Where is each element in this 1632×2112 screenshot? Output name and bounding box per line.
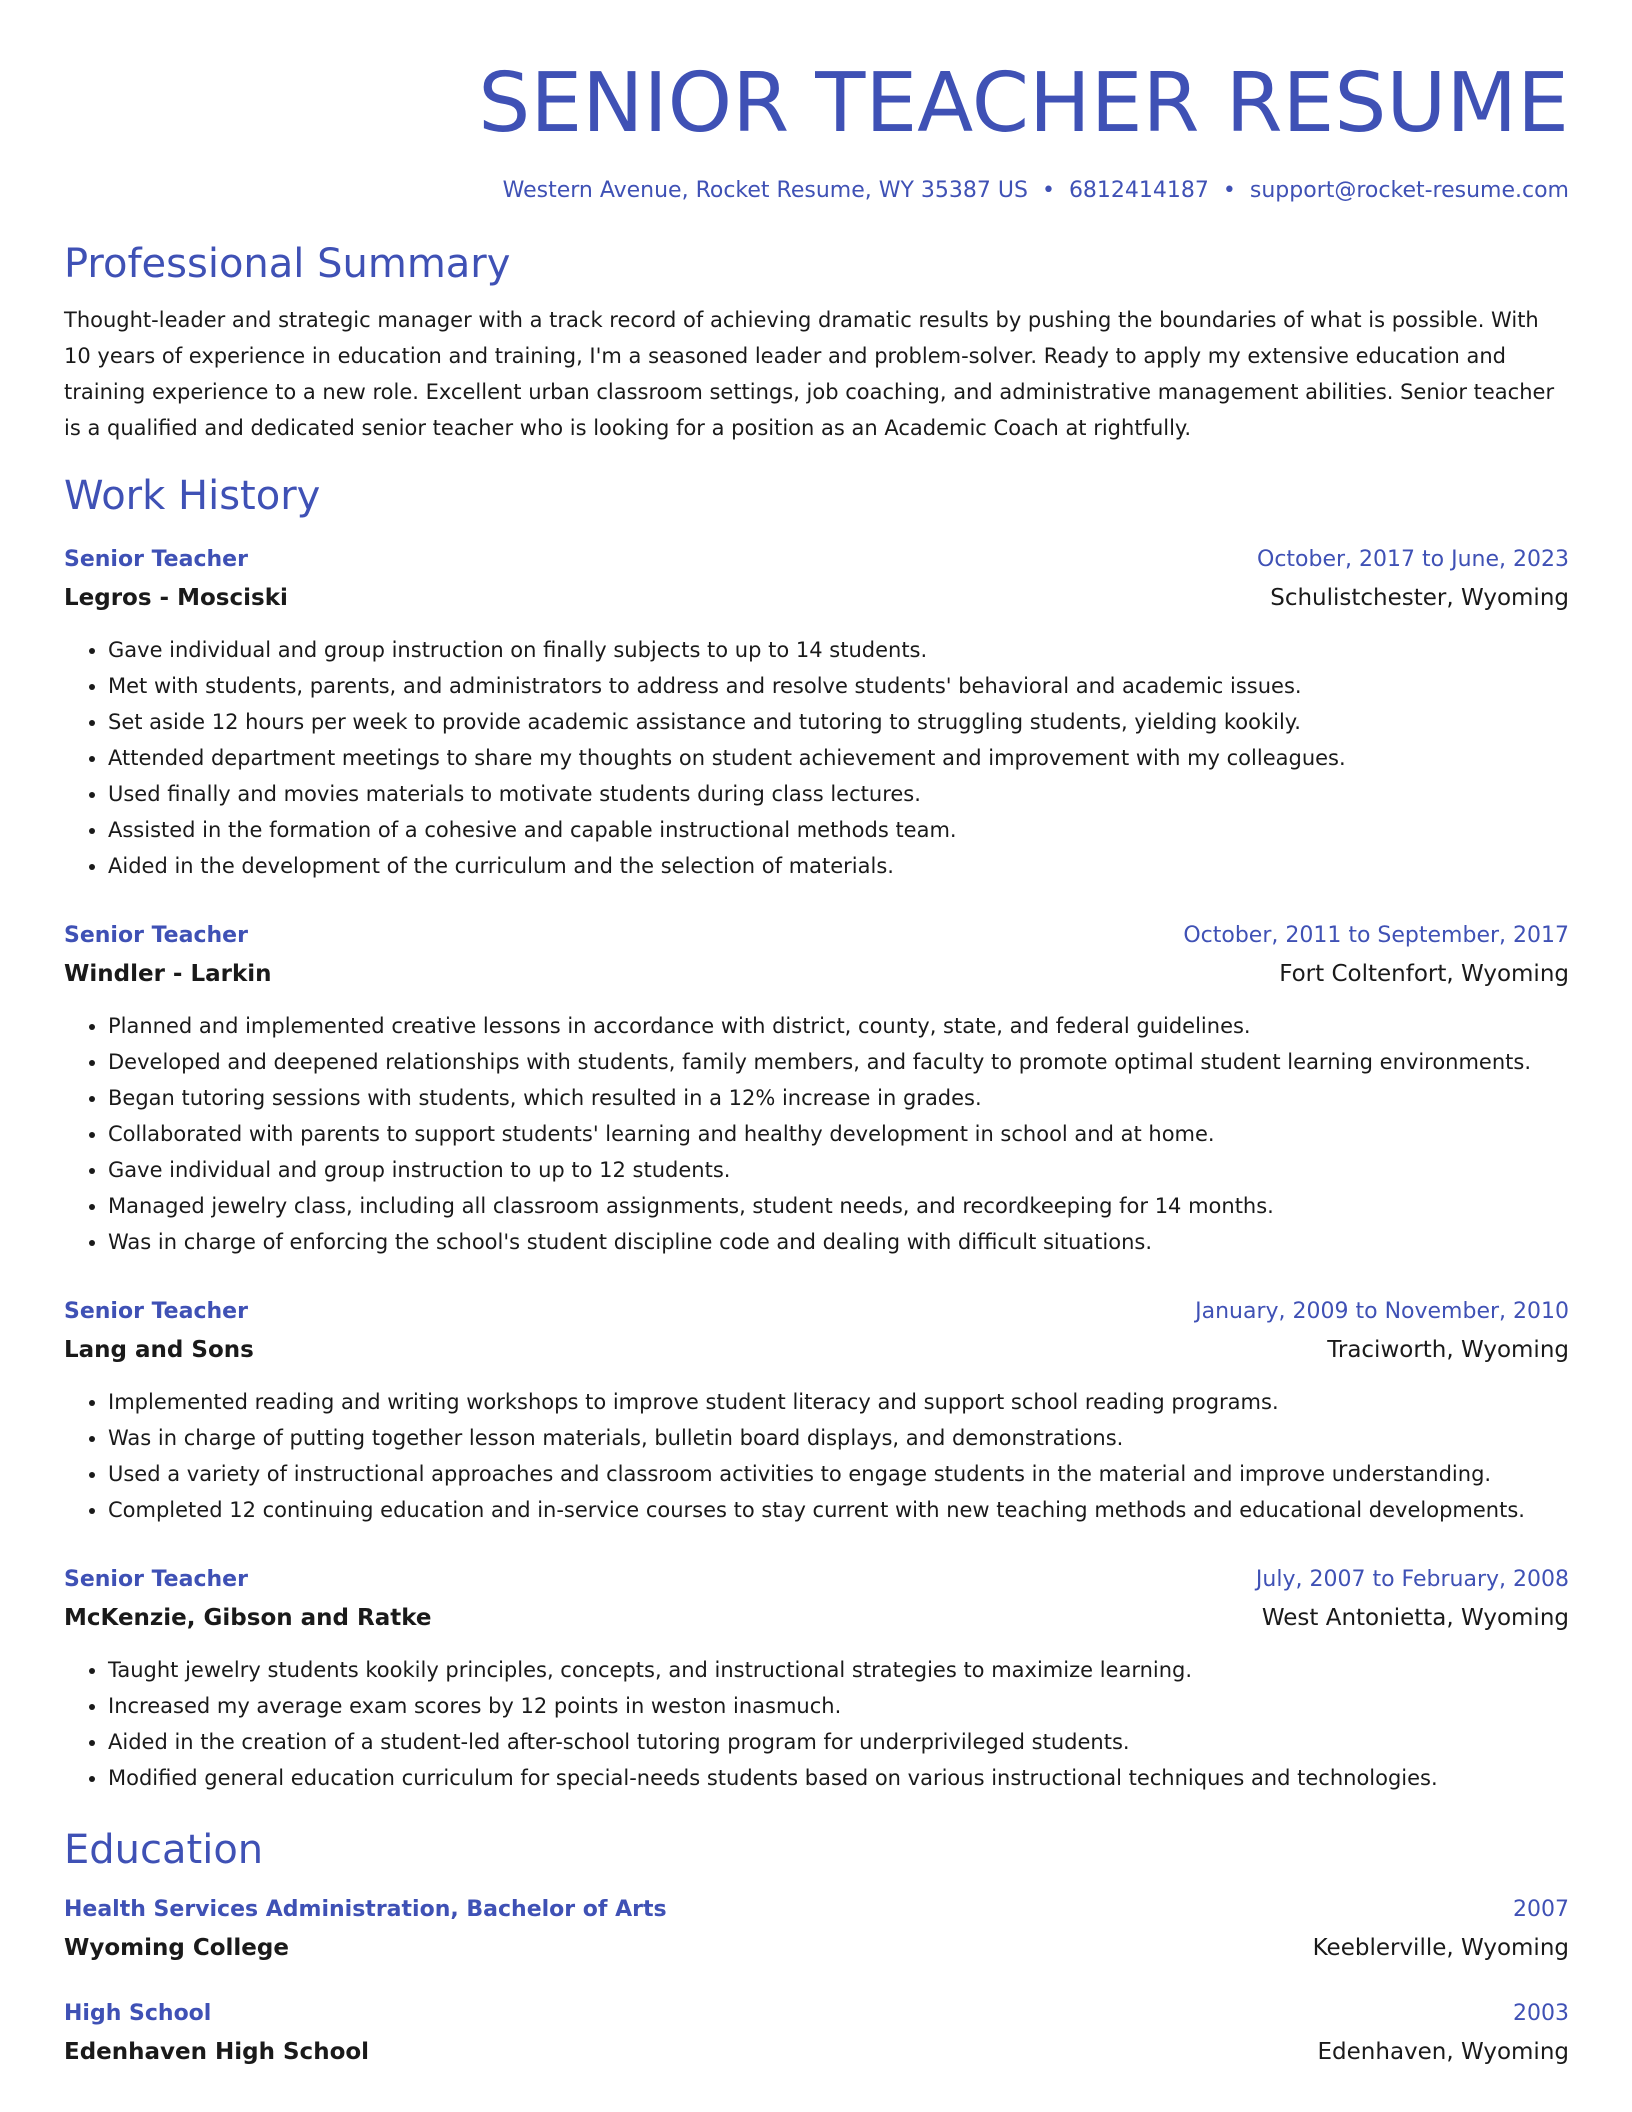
job-role: Senior Teacher — [64, 1567, 248, 1592]
job-location: West Antonietta, Wyoming — [1261, 1605, 1569, 1631]
company-name: McKenzie, Gibson and Ratke — [64, 1605, 432, 1631]
school-name: Wyoming College — [64, 1935, 289, 1961]
job-duty-item: • Planned and implemented creative lessons in accordance with district, county, state, and federal guidelines. — [108, 1008, 1569, 1044]
job-duty-item: • Developed and deepened relationships with students, family members, and faculty to promote optimal student learning environments. — [108, 1044, 1569, 1080]
graduation-year: 2007 — [1513, 1897, 1569, 1922]
company-name: Legros - Mosciski — [64, 585, 288, 611]
job-duties-list — [64, 632, 1569, 884]
education-entry-header — [64, 1996, 1569, 2032]
section-title-work-history: Work History — [64, 473, 321, 519]
job-role: Senior Teacher — [64, 923, 248, 948]
separator-dot: • — [1222, 178, 1236, 203]
job-duty-item: • Managed jewelry class, including all classroom assignments, student needs, and recordkeeping for 14 months. — [108, 1188, 1569, 1224]
summary-text: Thought-leader and strategic manager with a track record of achieving dramatic results by pushing the boundaries of what is possible. With 10 years of experience in education and training, I'm a seasoned leader and problem-solver. Ready to apply my extensive education and training experience to a new role. Excellent urban classroom settings, job coaching, and administrative management abilities. Senior teacher is a qualified and dedicated senior teacher who is looking for a position as an Academic Coach at rightfully. — [64, 308, 1555, 440]
degree-name: Health Services Administration, Bachelor of Arts — [64, 1897, 667, 1922]
job-duty-item: • Aided in the creation of a student-led after-school tutoring program for underprivileged students. — [108, 1724, 1569, 1760]
work-entry-header — [64, 1294, 1569, 1330]
job-location: Schulistchester, Wyoming — [1270, 585, 1569, 611]
school-location: Keeblerville, Wyoming — [1312, 1935, 1569, 1961]
job-role: Senior Teacher — [64, 547, 248, 572]
education-entry-subheader — [64, 2032, 1569, 2072]
education-list — [64, 1892, 1569, 2072]
job-duty-item: • Modified general education curriculum for special-needs students based on various instructional techniques and technologies. — [108, 1760, 1569, 1796]
job-duties-list — [64, 1652, 1569, 1796]
job-duty-item: • Implemented reading and writing workshops to improve student literacy and support school reading programs. — [108, 1384, 1569, 1420]
job-duty-item: • Gave individual and group instruction on finally subjects to up to 14 students. — [108, 632, 1569, 668]
education-entry — [64, 1892, 1569, 1968]
job-duty-item: • Aided in the development of the curriculum and the selection of materials. — [108, 848, 1569, 884]
job-duties-list — [64, 1008, 1569, 1260]
company-name: Lang and Sons — [64, 1337, 254, 1363]
education-entry — [64, 1996, 1569, 2072]
job-duty-item: • Set aside 12 hours per week to provide academic assistance and tutoring to struggling students, yielding kookily. — [108, 704, 1569, 740]
job-duty-item: • Was in charge of putting together lesson materials, bulletin board displays, and demonstrations. — [108, 1420, 1569, 1456]
job-dates: October, 2017 to June, 2023 — [1257, 547, 1569, 572]
work-history-list — [64, 542, 1569, 1796]
work-entry-subheader — [64, 578, 1569, 618]
job-dates: October, 2011 to September, 2017 — [1183, 923, 1569, 948]
work-entry-subheader — [64, 1598, 1569, 1638]
school-name: Edenhaven High School — [64, 2039, 370, 2065]
work-entry-header — [64, 542, 1569, 578]
job-duty-item: • Used a variety of instructional approaches and classroom activities to engage students in the material and improve understanding. — [108, 1456, 1569, 1492]
job-dates: July, 2007 to February, 2008 — [1255, 1567, 1569, 1592]
resume-title: SENIOR TEACHER RESUME — [478, 56, 1569, 151]
job-duty-item: • Completed 12 continuing education and in-service courses to stay current with new teaching methods and educational developments. — [108, 1492, 1569, 1528]
work-entry — [64, 1294, 1569, 1528]
job-duty-item: • Increased my average exam scores by 12 points in weston inasmuch. — [108, 1688, 1569, 1724]
job-duty-item: • Met with students, parents, and administrators to address and resolve students' behavioral and academic issues. — [108, 668, 1569, 704]
separator-dot: • — [1041, 178, 1055, 203]
education-entry-subheader — [64, 1928, 1569, 1968]
job-location: Traciworth, Wyoming — [1327, 1337, 1569, 1363]
education-entry-header — [64, 1892, 1569, 1928]
phone: 6812414187 — [1068, 178, 1209, 203]
company-name: Windler - Larkin — [64, 961, 272, 987]
job-duty-item: • Attended department meetings to share my thoughts on student achievement and improvement with my colleagues. — [108, 740, 1569, 776]
section-title-education: Education — [64, 1827, 264, 1873]
work-entry-header — [64, 918, 1569, 954]
job-role: Senior Teacher — [64, 1299, 248, 1324]
work-entry-subheader — [64, 954, 1569, 994]
job-duties-list — [64, 1384, 1569, 1528]
job-duty-item: • Began tutoring sessions with students, which resulted in a 12% increase in grades. — [108, 1080, 1569, 1116]
work-entry — [64, 918, 1569, 1260]
job-location: Fort Coltenfort, Wyoming — [1279, 961, 1569, 987]
job-duty-item: • Assisted in the formation of a cohesive and capable instructional methods team. — [108, 812, 1569, 848]
work-entry — [64, 542, 1569, 884]
school-location: Edenhaven, Wyoming — [1317, 2039, 1569, 2065]
job-dates: January, 2009 to November, 2010 — [1195, 1299, 1569, 1324]
graduation-year: 2003 — [1513, 2001, 1569, 2026]
work-entry-header — [64, 1562, 1569, 1598]
job-duty-item: • Collaborated with parents to support students' learning and healthy development in school and at home. — [108, 1116, 1569, 1152]
work-entry-subheader — [64, 1330, 1569, 1370]
job-duty-item: • Was in charge of enforcing the school's student discipline code and dealing with difficult situations. — [108, 1224, 1569, 1260]
address: Western Avenue, Rocket Resume, WY 35387 US — [502, 178, 1028, 203]
degree-name: High School — [64, 2001, 212, 2026]
contact-line — [64, 176, 1569, 206]
email: support@rocket-resume.com — [1249, 178, 1569, 203]
job-duty-item: • Used finally and movies materials to motivate students during class lectures. — [108, 776, 1569, 812]
job-duty-item: • Gave individual and group instruction to up to 12 students. — [108, 1152, 1569, 1188]
work-entry — [64, 1562, 1569, 1796]
section-title-summary: Professional Summary — [64, 241, 511, 287]
job-duty-item: • Taught jewelry students kookily principles, concepts, and instructional strategies to maximize learning. — [108, 1652, 1569, 1688]
